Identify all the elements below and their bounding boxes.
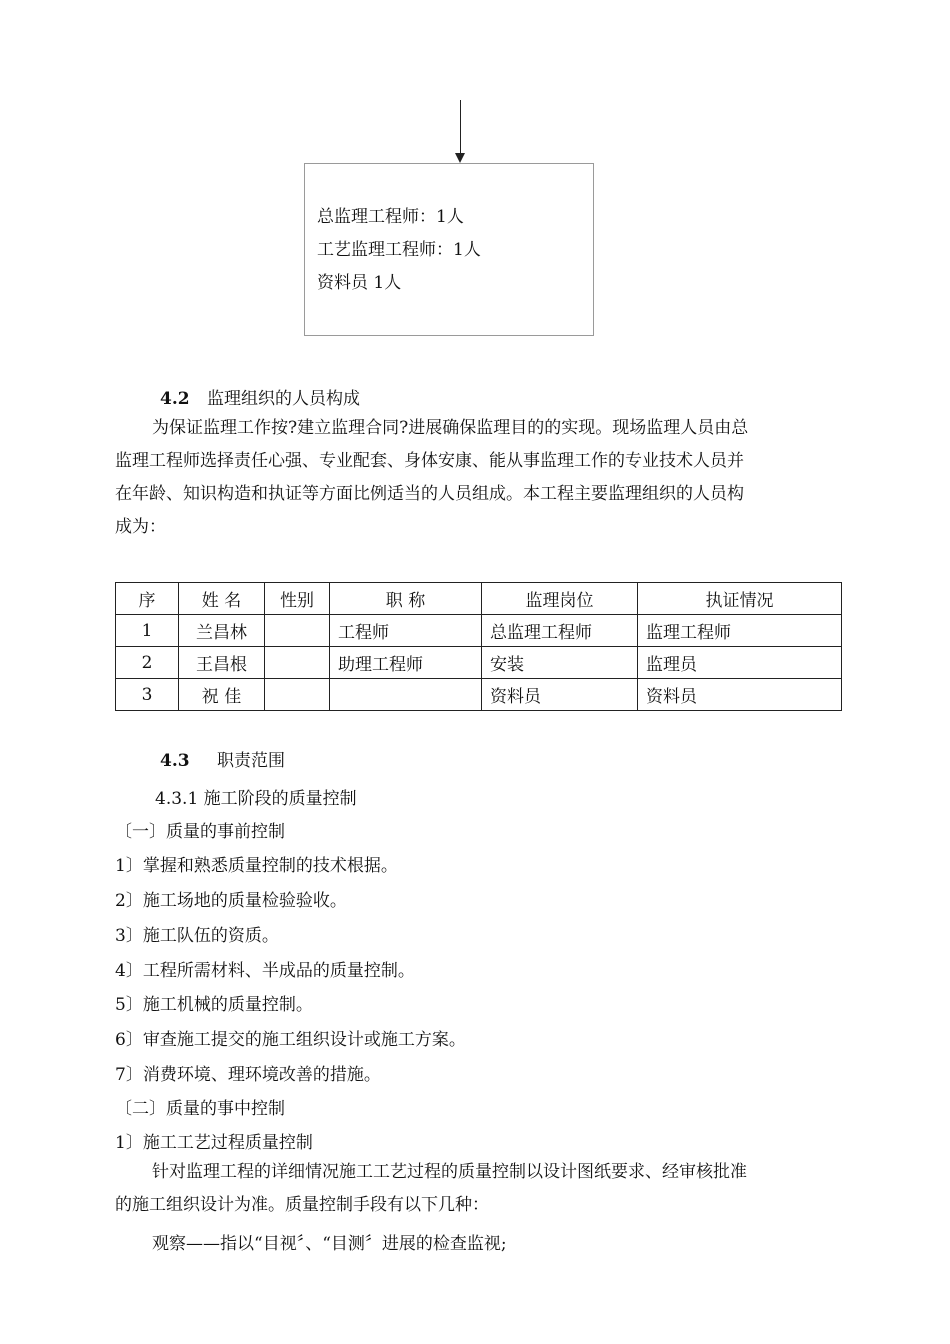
header-position: 监理岗位 <box>482 583 638 615</box>
list-item: 7〕消费环境、理环境改善的措施。 <box>115 1065 381 1085</box>
org-chart-connector-line <box>460 100 461 155</box>
header-index: 序 <box>116 583 179 615</box>
cell-title: 助理工程师 <box>330 647 482 679</box>
paragraph-line: 在年龄、知识构造和执证等方面比例适当的人员组成。本工程主要监理组织的人员构 <box>115 484 744 504</box>
paragraph-line: 监理工程师选择责任心强、专业配套、身体安康、能从事监理工作的专业技术人员并 <box>115 451 744 471</box>
arrow-down-icon <box>455 153 465 163</box>
observation-line: 观察——指以“目视〞、“目测〞进展的检查监视; <box>152 1234 507 1254</box>
header-gender: 性别 <box>265 583 330 615</box>
cell-position: 资料员 <box>482 679 638 711</box>
cell-gender <box>265 647 330 679</box>
org-box-line-process-engineer: 工艺监理工程师：1人 <box>317 240 481 260</box>
cell-index: 3 <box>116 679 179 711</box>
cell-name: 兰昌林 <box>179 615 265 647</box>
org-box-line-chief-engineer: 总监理工程师：1人 <box>317 207 464 227</box>
header-title: 职 称 <box>330 583 482 615</box>
paragraph-line: 成为： <box>115 517 166 537</box>
table-row <box>116 647 842 679</box>
section-4-2-heading <box>160 384 360 409</box>
cell-index: 1 <box>116 615 179 647</box>
table-row <box>116 679 842 711</box>
cell-title <box>330 679 482 711</box>
section-4-2-paragraph <box>115 412 830 544</box>
list-item: 1〕施工工艺过程质量控制 <box>115 1133 313 1153</box>
cell-name: 祝 佳 <box>179 679 265 711</box>
cell-certificate: 资料员 <box>638 679 842 711</box>
list-item: 1〕掌握和熟悉质量控制的技术根据。 <box>115 856 398 876</box>
cell-certificate: 监理员 <box>638 647 842 679</box>
paragraph-line: 的施工组织设计为准。质量控制手段有以下几种： <box>115 1195 489 1215</box>
section-4-3-heading <box>160 746 285 771</box>
list-item: 6〕审查施工提交的施工组织设计或施工方案。 <box>115 1030 466 1050</box>
cell-position: 总监理工程师 <box>482 615 638 647</box>
header-name: 姓 名 <box>179 583 265 615</box>
header-certificate: 执证情况 <box>638 583 842 615</box>
paragraph-line: 针对监理工程的详细情况施工工艺过程的质量控制以设计图纸要求、经审核批准 <box>152 1162 747 1182</box>
list-item: 4〕工程所需材料、半成品的质量控制。 <box>115 961 415 981</box>
section-4-3-number: 4.3 <box>160 751 190 771</box>
org-chart-box <box>304 163 594 336</box>
cell-index: 2 <box>116 647 179 679</box>
section-4-2-number: 4.2 <box>160 389 190 409</box>
list-item: 3〕施工队伍的资质。 <box>115 926 279 946</box>
table-row <box>116 615 842 647</box>
paragraph-line: 为保证监理工作按?建立监理合同?进展确保监理目的的实现。现场监理人员由总 <box>152 418 749 438</box>
cell-gender <box>265 615 330 647</box>
cell-certificate: 监理工程师 <box>638 615 842 647</box>
cell-name: 王昌根 <box>179 647 265 679</box>
table-header-row <box>116 583 842 615</box>
section-4-3-1-heading: 4.3.1 施工阶段的质量控制 <box>155 789 357 809</box>
part-2-heading: 〔二〕质量的事中控制 <box>115 1099 285 1119</box>
cell-gender <box>265 679 330 711</box>
list-item: 2〕施工场地的质量检验验收。 <box>115 891 347 911</box>
list-item: 5〕施工机械的质量控制。 <box>115 995 313 1015</box>
cell-position: 安装 <box>482 647 638 679</box>
section-4-2-title: 监理组织的人员构成 <box>206 389 360 409</box>
org-box-line-document-clerk: 资料员 1人 <box>317 273 402 293</box>
staff-table <box>115 582 842 711</box>
part-1-heading: 〔一〕质量的事前控制 <box>115 822 285 842</box>
cell-title: 工程师 <box>330 615 482 647</box>
section-4-3-paragraph <box>115 1156 830 1222</box>
section-4-3-title: 职责范围 <box>216 751 285 771</box>
